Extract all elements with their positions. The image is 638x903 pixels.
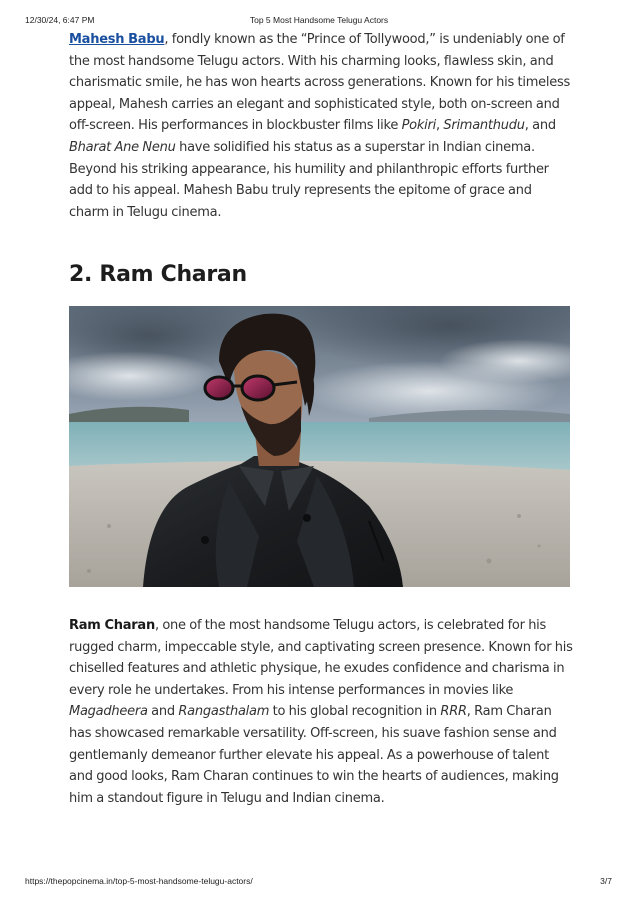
- mahesh-sep-1: ,: [435, 118, 444, 134]
- mahesh-text-2: have solidified his status as a superstar in Indian cinema. Beyond his striking appearance, his humility and philanthropic efforts further add to his appeal. Mahesh Babu truly represents the epitome of grace and charm in Telugu cinema.: [69, 139, 549, 220]
- mahesh-text-1: , fondly known as the “Prince of Tollywood,” is undeniably one of the most handsome Telugu actors. With his charming looks, flawless skin, and charismatic smile, he has won hearts across generations. Known for his timeless appeal, Mahesh carries an elegant and sophisticated style, both on-screen and off-screen. His performances in blockbuster films like: [69, 32, 571, 134]
- mahesh-section: [69, 29, 573, 223]
- ram-text-1: , one of the most handsome Telugu actors, is celebrated for his rugged charm, impeccable style, and captivating screen presence. Known for his chiselled features and athletic physique, he exudes confidence and charisma in every role he undertakes. From his intense performances in movies like: [69, 618, 573, 698]
- print-title: Top 5 Most Handsome Telugu Actors: [249, 15, 389, 25]
- film-pokiri: Pokiri: [401, 118, 436, 134]
- ram-charan-name: Ram Charan: [69, 618, 155, 633]
- ram-sep-1: and: [147, 704, 179, 720]
- mahesh-sep-2: , and: [524, 118, 556, 134]
- ram-section: [69, 615, 573, 809]
- film-rrr: RRR: [440, 704, 467, 720]
- print-datetime: 12/30/24, 6:47 PM: [25, 15, 95, 25]
- film-magadheera: Magadheera: [69, 704, 148, 720]
- ram-charan-photo: [69, 306, 570, 587]
- print-url: https://thepopcinema.in/top-5-most-handsome-telugu-actors/: [25, 876, 253, 886]
- film-bharat-ane-nenu: Bharat Ane Nenu: [69, 139, 176, 155]
- print-page-number: 3/7: [600, 876, 612, 886]
- section-heading-ram-charan: 2. Ram Charan: [69, 262, 247, 287]
- photo-illustration: [69, 306, 570, 587]
- ram-text-2: to his global recognition in: [269, 704, 441, 720]
- film-srimanthudu: Srimanthudu: [443, 118, 525, 134]
- film-rangasthalam: Rangasthalam: [178, 704, 270, 720]
- mahesh-paragraph: [69, 29, 573, 223]
- ram-paragraph: [69, 615, 573, 809]
- mahesh-babu-link[interactable]: Mahesh Babu: [69, 32, 165, 47]
- ram-text-3: , Ram Charan has showcased remarkable versatility. Off-screen, his suave fashion sense and gentlemanly demeanor further elevate his appeal. As a powerhouse of talent and good looks, Ram Charan continues to win the hearts of audiences, making him a standout figure in Telugu and Indian cinema.: [69, 704, 559, 806]
